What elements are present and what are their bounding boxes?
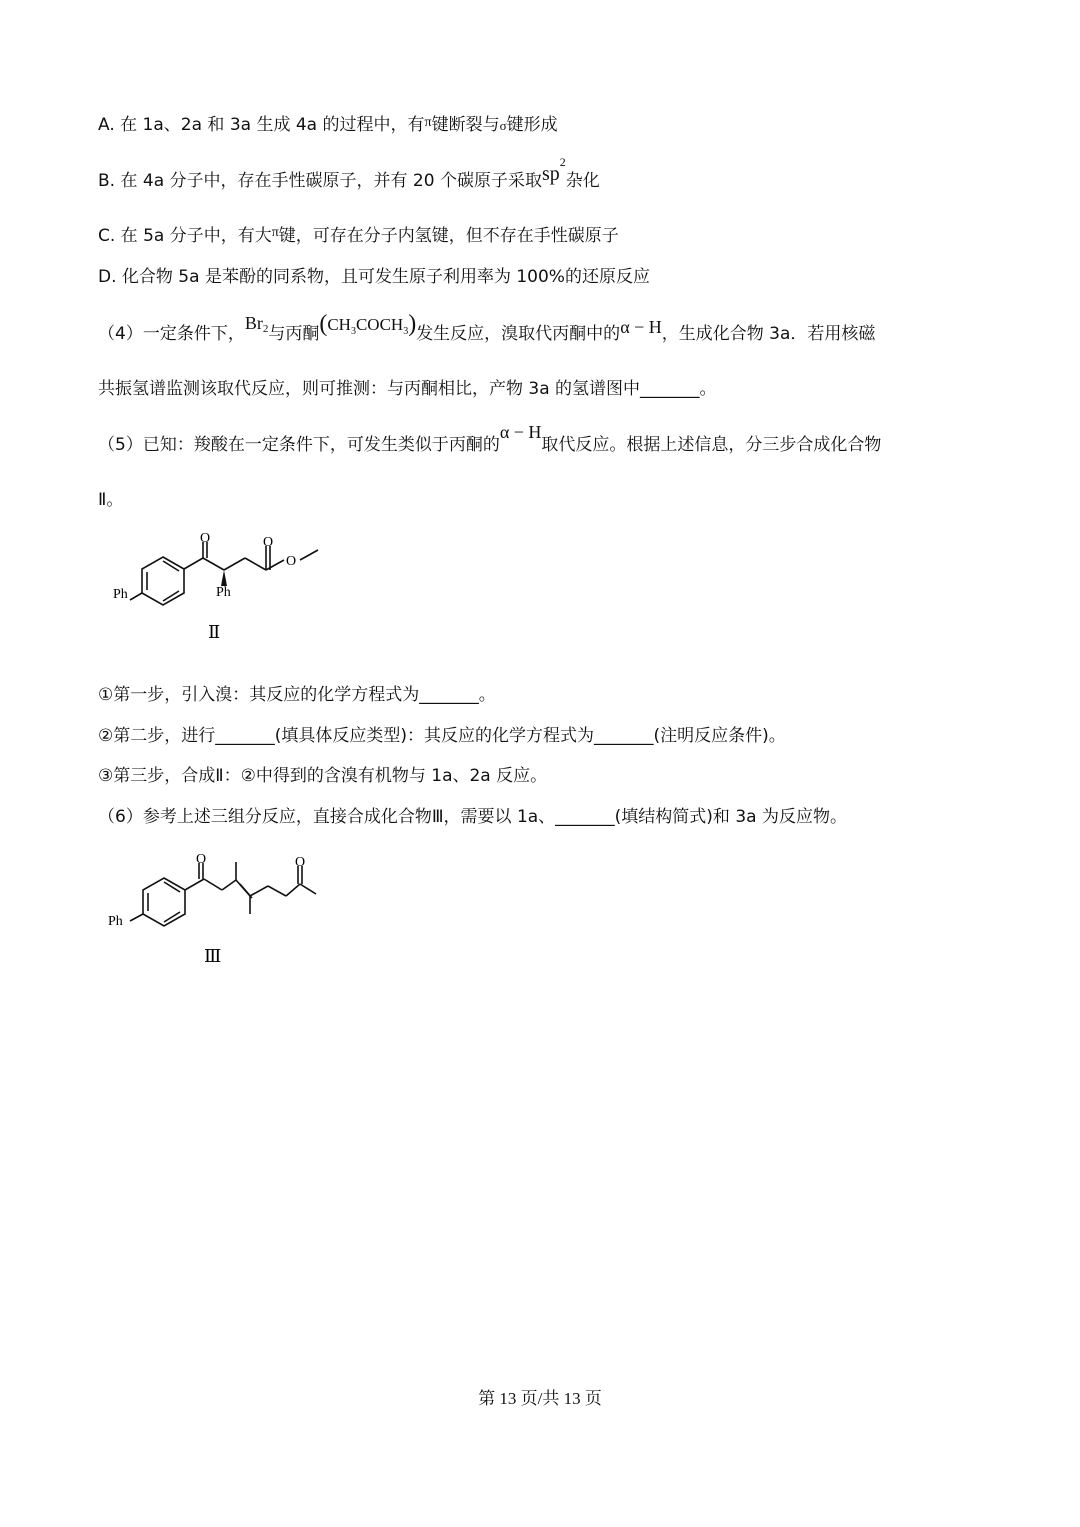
oxygen-label: O xyxy=(286,554,297,569)
sigma-symbol: σ xyxy=(499,118,507,133)
oxygen-label: O xyxy=(295,855,306,870)
compound-label: Ⅲ xyxy=(204,946,222,966)
option-a: A. 在 1a、2a 和 3a 生成 4a 的过程中，有$^\pi$键断裂与σ键形成 xyxy=(98,115,558,135)
ph-label: Ph xyxy=(113,587,128,602)
compound-label: Ⅱ xyxy=(208,622,221,642)
question-5: （5）已知：羧酸在一定条件下，可发生类似于丙酮的α − H取代反应。根据上述信息，分三步合成化合物 xyxy=(98,422,882,455)
alpha-h: α − H xyxy=(499,422,542,442)
step-3: ③第三步，合成Ⅱ：②中得到的含溴有机物与 1a、2a 反应。 xyxy=(98,766,548,786)
oxygen-label: O xyxy=(200,531,211,546)
ph-label: Ph xyxy=(216,585,231,600)
pi-symbol: π xyxy=(271,225,279,240)
question-6: （6）参考上述三组分反应，直接合成化合物Ⅲ，需要以 1a、_______(填结构简式)和 3a 为反应物。 xyxy=(98,807,847,827)
step-1: ①第一步，引入溴：其反应的化学方程式为_______。 xyxy=(98,685,496,705)
option-b: B. 在 4a 分子中，存在手性碳原子，并有 20 个碳原子采取$sp^2$杂化 xyxy=(98,155,600,191)
compound-2-structure xyxy=(108,530,348,650)
oxygen-label: O xyxy=(196,852,207,867)
question-5-line2: Ⅱ。 xyxy=(98,490,124,510)
sp-symbol: sp xyxy=(541,163,560,185)
alpha-h: α − H xyxy=(620,317,662,337)
ph-label: Ph xyxy=(108,914,123,929)
question-4: （4）一定条件下，Br$^2$与丙酮$(CH_3COCH_3)$发生反应，溴取代丙酮中的α − H，生成化合物 3a．若用核磁 xyxy=(98,311,876,344)
question-4-line2: 共振氢谱监测该取代反应，则可推测：与丙酮相比，产物 3a 的氢谱图中_______。 xyxy=(98,379,717,399)
step-2: ②第二步，进行_______(填具体反应类型)：其反应的化学方程式为_______(注明反应条件)。 xyxy=(98,726,786,746)
option-d: D. 化合物 5a 是苯酚的同系物，且可发生原子利用率为 100%的还原反应 xyxy=(98,267,650,287)
compound-3-structure xyxy=(104,850,344,970)
oxygen-label: O xyxy=(263,535,274,550)
option-c: C. 在 5a 分子中，有大$^\pi$键，可存在分子内氢键，但不存在手性碳原子 xyxy=(98,225,619,246)
br2-formula: Br xyxy=(244,313,263,333)
pi-symbol: π xyxy=(424,115,432,130)
acetone-formula: $CH_3COCH_3$ xyxy=(327,315,409,337)
page-footer: 第 13 页/共 13 页 xyxy=(478,1389,602,1408)
